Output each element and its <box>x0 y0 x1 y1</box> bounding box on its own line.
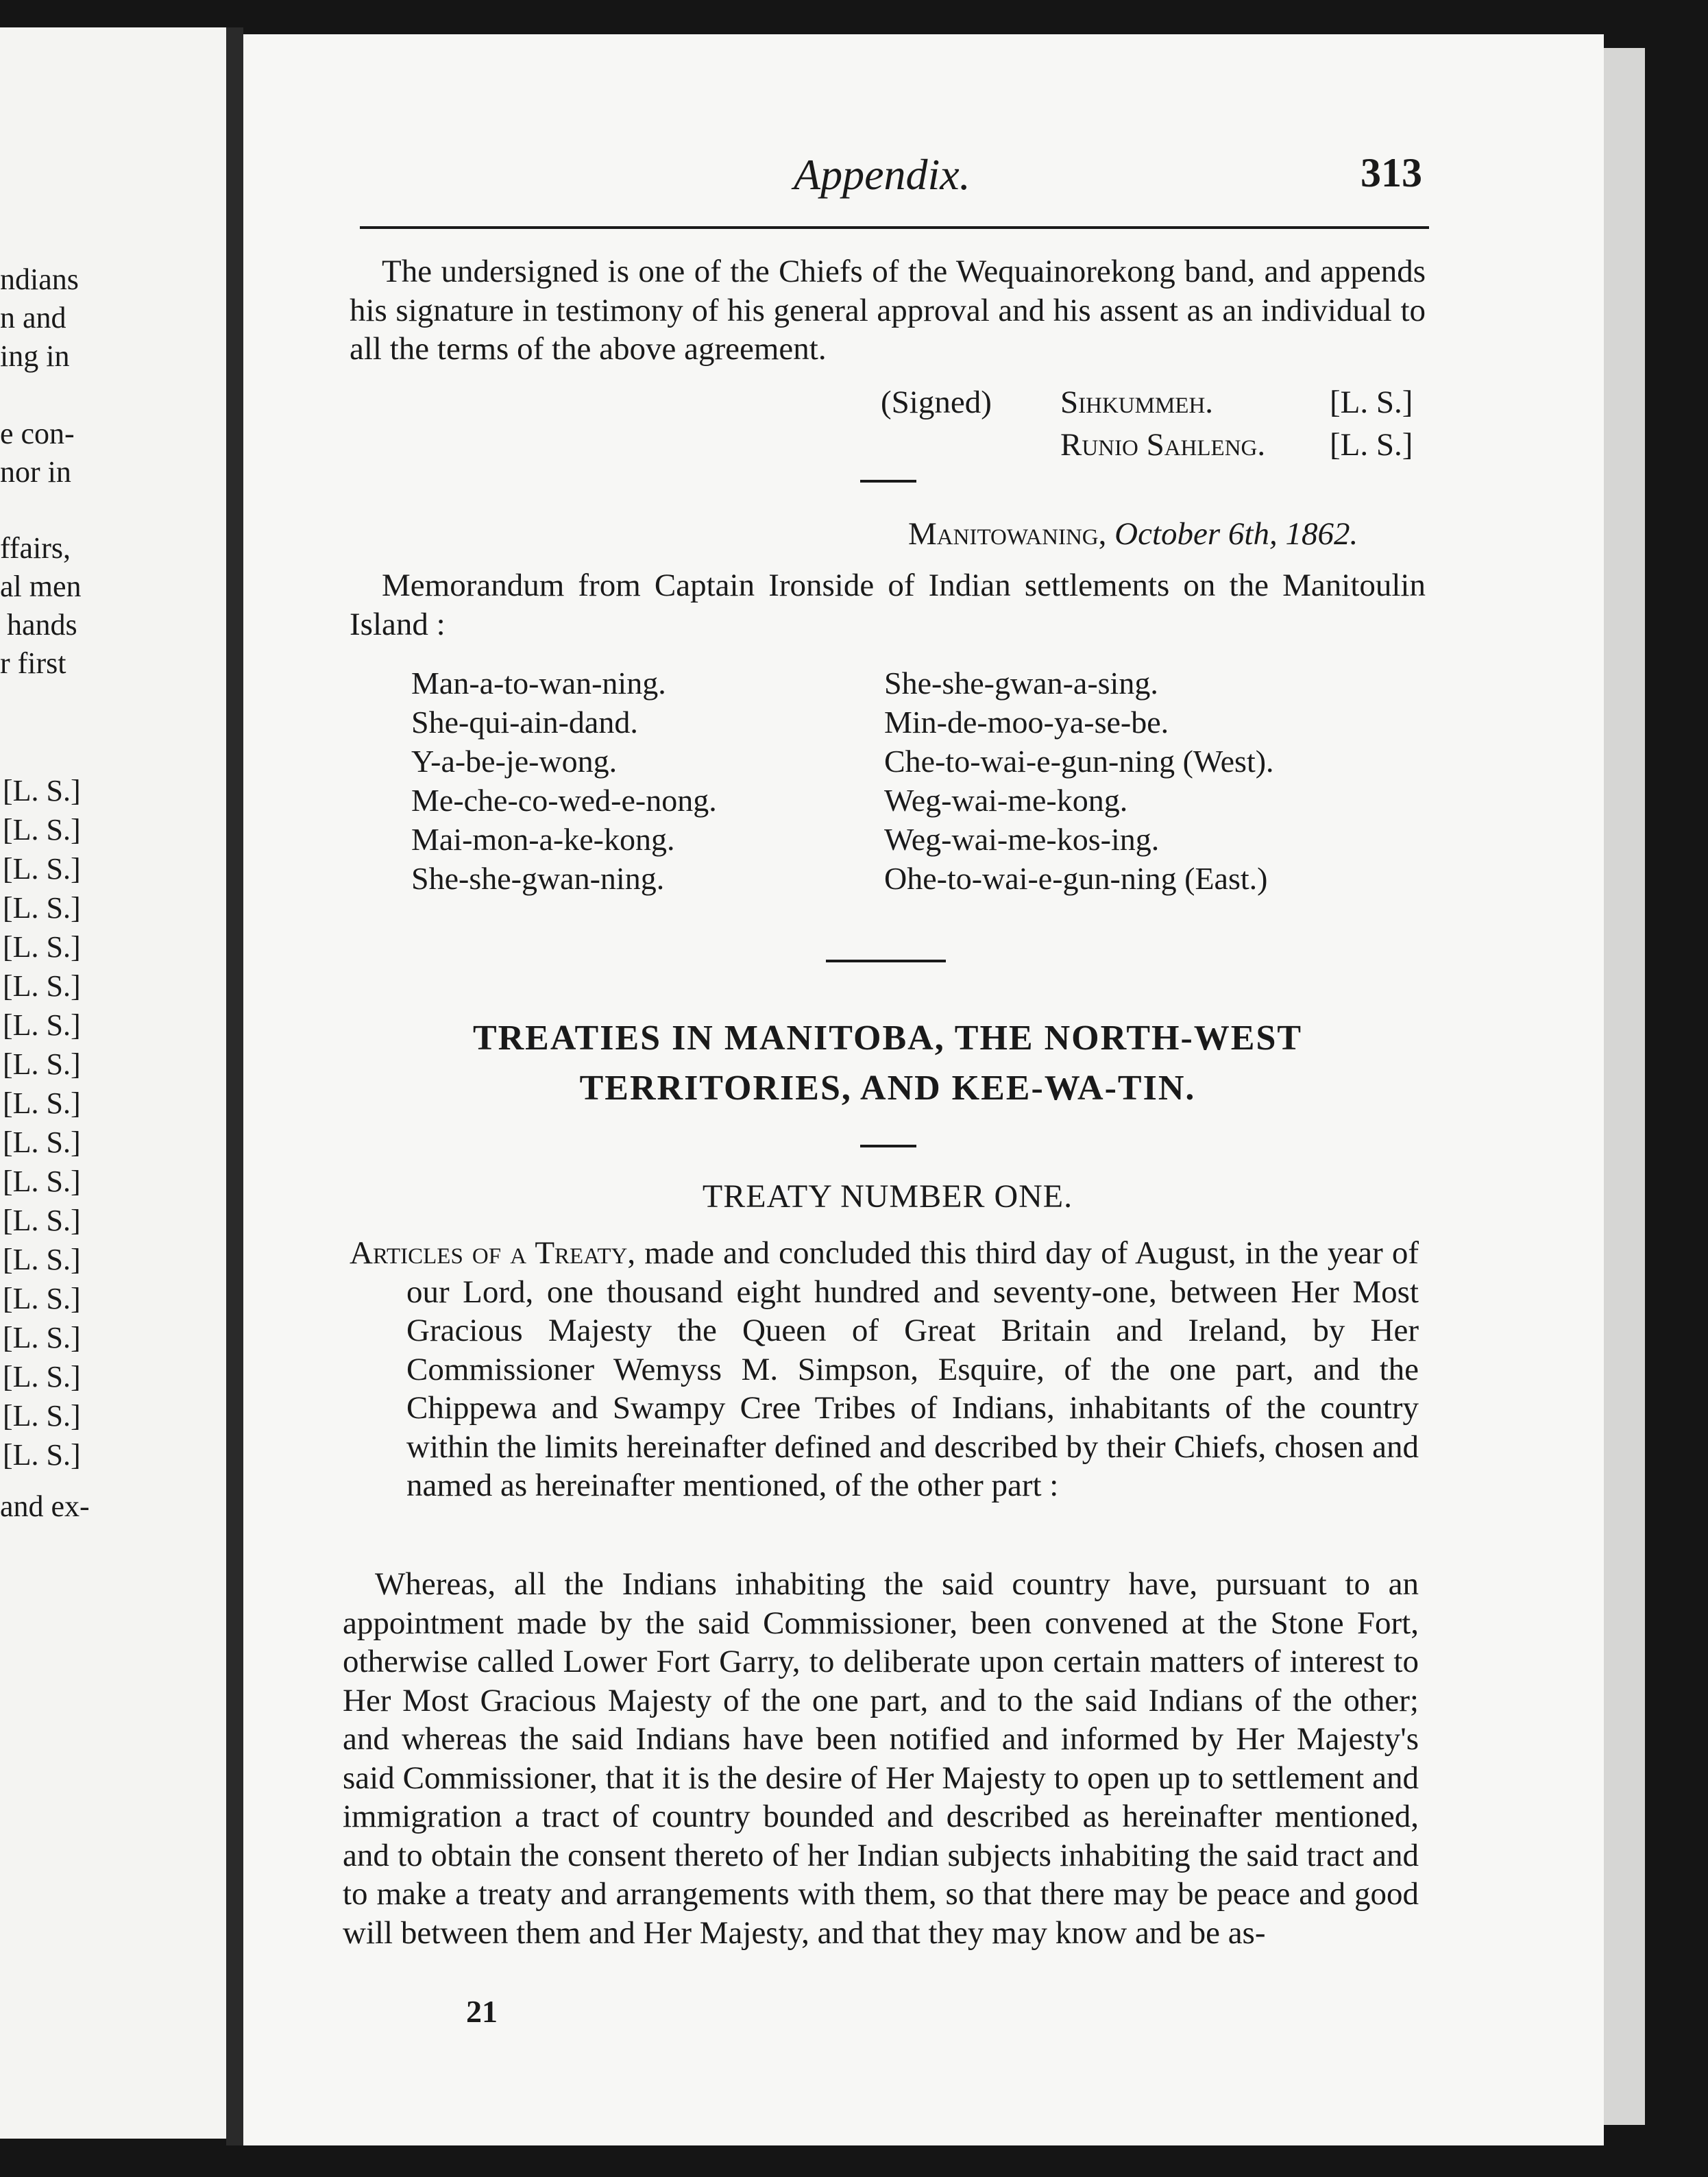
settlement-name: Weg-wai-me-kos-ing. <box>884 822 1160 857</box>
separator-rule <box>860 1145 916 1147</box>
settlement-name: Min-de-moo-ya-se-be. <box>884 705 1169 740</box>
articles-text: made and concluded this third day of August, in the year of our Lord, one thousand eight hundred and seventy-one, between Her Most Gracious Majesty the Queen of Great Britain and Ireland, by Her Commissioner Wemyss M. Simpson, Esquire, of the one part, and the Chippewa and Swampy Cree Tribes of Indians, inhabitants of the country within the limits hereinafter defined and described by their Chiefs, chosen and named as hereinafter mentioned, of the other part : <box>406 1235 1419 1503</box>
seal-mark: [L. S.] <box>3 1086 81 1120</box>
seal-mark: [L. S.] <box>3 1243 81 1276</box>
seal-mark: [L. S.] <box>3 1165 81 1198</box>
seal-mark: [L. S.] <box>3 969 81 1003</box>
left-fragment: n and <box>0 301 66 335</box>
seal-mark: [L. S.] <box>3 1204 81 1237</box>
signer-name: Runio Sahleng. <box>1060 427 1266 463</box>
section-heading-line2: TERRITORIES, AND KEE-WA-TIN. <box>579 1069 1196 1108</box>
signer-name: Sihkummeh. <box>1060 385 1214 420</box>
left-facing-page <box>0 27 226 2139</box>
settlement-name: She-she-gwan-a-sing. <box>884 666 1158 701</box>
gutter <box>226 27 243 2145</box>
settlement-name: She-qui-ain-dand. <box>411 705 638 740</box>
page-edge <box>1604 48 1645 2125</box>
left-fragment: r first <box>0 646 66 680</box>
undersigned-paragraph: The undersigned is one of the Chiefs of the Wequainorekong band, and appends his signature in testimony of his general approval and his assent as an individual to all the terms of the above agreement. <box>350 254 1426 367</box>
separator-rule <box>860 480 916 483</box>
settlements-column-left <box>411 664 717 898</box>
settlements-column-right <box>884 664 1274 898</box>
articles-lead: Articles of a Treaty, <box>350 1235 636 1271</box>
seal-mark: [L. S.] <box>3 1399 81 1433</box>
settlement-name: Weg-wai-me-kong. <box>884 783 1128 818</box>
dateline <box>908 515 1358 552</box>
settlement-name: Me-che-co-wed-e-nong. <box>411 783 717 818</box>
seal-mark: [L. S.] <box>3 1008 81 1042</box>
whereas-paragraph: Whereas, all the Indians inhabiting the said country have, pursuant to an appointment made by the said Commissioner, been convened at the Stone Fort, otherwise called Lower Fort Garry, to deliberate upon certain matters of interest to Her Most Gracious Majesty of the one part, and to the said Indians of the other; and whereas the said Indians have been notified and informed by Her Majesty's said Commissioner, that it is the desire of Her Majesty to open up to settlement and immigration a tract of country bounded and described as hereinafter mentioned, and to obtain the consent thereto of her Indian subjects inhabiting the said tract and to make a treaty and arrangements with them, so that there may be peace and good will between them and Her Majesty, and that they may know and be as- <box>343 1566 1419 1951</box>
seal-mark: [L. S.] <box>3 1360 81 1394</box>
memorandum-paragraph: Memorandum from Captain Ironside of Indian settlements on the Manitoulin Island : <box>350 568 1426 642</box>
treaty-heading: TREATY NUMBER ONE. <box>702 1178 1073 1215</box>
seal-mark: [L. S.] <box>3 1047 81 1081</box>
articles-paragraph <box>350 1234 1419 1505</box>
seal-mark: [L. S.] <box>3 774 81 807</box>
seal-mark: [L. S.] <box>3 1126 81 1159</box>
left-fragment: hands <box>7 608 77 642</box>
left-fragment: nor in <box>0 455 71 489</box>
seal-mark: [L. S.] <box>3 1282 81 1315</box>
left-seal-column <box>3 771 81 1474</box>
section-heading-line1: TREATIES IN MANITOBA, THE NORTH-WEST <box>472 1019 1303 1058</box>
settlement-name: She-she-gwan-ning. <box>411 861 665 896</box>
settlement-name: Mai-mon-a-ke-kong. <box>411 822 675 857</box>
seal-mark: [L. S.] <box>3 852 81 886</box>
dateline-place: Manitowaning, <box>908 516 1107 552</box>
signed-label: (Signed) <box>881 385 992 420</box>
seal-mark: [L. S.] <box>3 813 81 847</box>
separator-rule <box>826 960 946 962</box>
left-fragment: ing in <box>0 339 70 373</box>
settlement-name: Che-to-wai-e-gun-ning (West). <box>884 744 1274 779</box>
settlement-name: Y-a-be-je-wong. <box>411 744 618 779</box>
left-fragment: ffairs, <box>0 531 71 565</box>
settlement-name: Man-a-to-wan-ning. <box>411 666 666 701</box>
signature-mark: 21 <box>466 1994 498 2029</box>
seal-mark: [L. S.] <box>1330 427 1413 463</box>
left-fragment: ndians <box>0 263 79 296</box>
left-fragment: e con- <box>0 417 75 450</box>
left-fragment: and ex- <box>0 1489 90 1523</box>
page-number: 313 <box>1361 150 1422 195</box>
seal-mark: [L. S.] <box>3 930 81 964</box>
seal-mark: [L. S.] <box>3 1438 81 1472</box>
running-head: Appendix. <box>794 150 971 199</box>
seal-mark: [L. S.] <box>3 1321 81 1354</box>
settlement-name: Ohe-to-wai-e-gun-ning (East.) <box>884 861 1268 896</box>
dateline-date: October 6th, 1862. <box>1114 516 1358 552</box>
seal-mark: [L. S.] <box>1330 385 1413 420</box>
header-rule <box>360 226 1429 229</box>
left-fragment: al men <box>0 570 82 603</box>
seal-mark: [L. S.] <box>3 891 81 925</box>
